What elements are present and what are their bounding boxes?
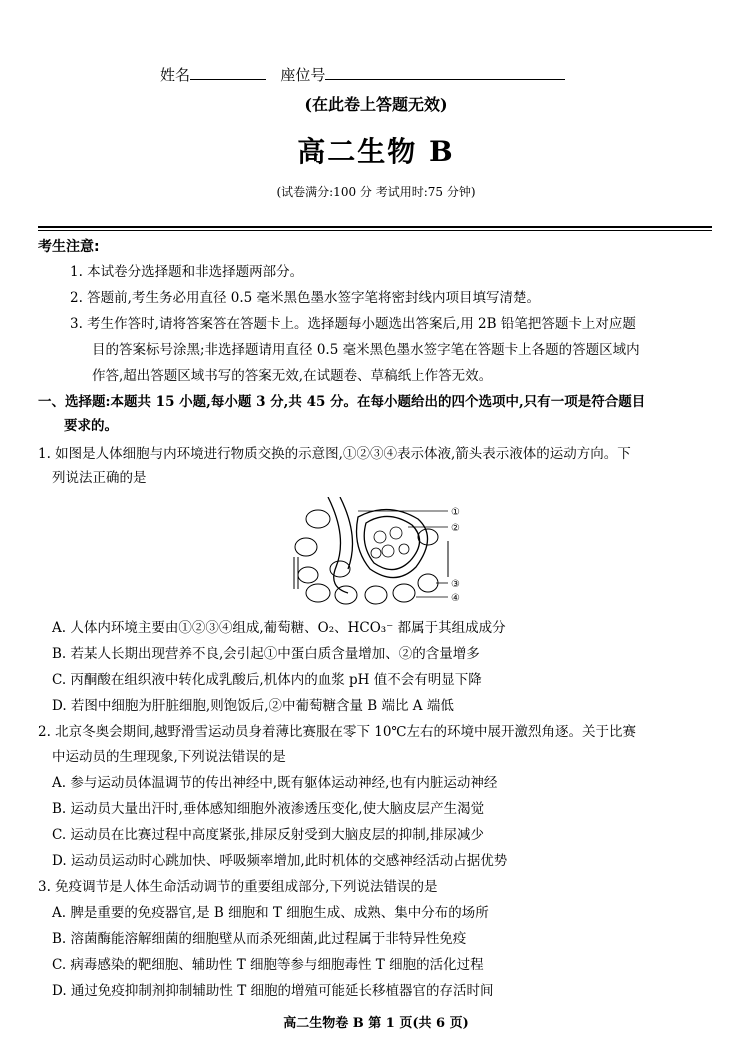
exam-subtitle: (试卷满分:100 分 考试用时:75 分钟) bbox=[276, 185, 476, 199]
question-3-option-c: C. 病毒感染的靶细胞、辅助性 T 细胞等参与细胞毒性 T 细胞的活化过程 bbox=[52, 957, 484, 973]
name-label: 姓名 bbox=[160, 66, 191, 84]
question-1-option-d: D. 若图中细胞为肝脏细胞,则饱饭后,②中葡萄糖含量 B 端比 A 端低 bbox=[52, 698, 454, 714]
label-3: ③ bbox=[451, 579, 460, 590]
blood-cells bbox=[371, 527, 409, 558]
label-2: ② bbox=[451, 523, 460, 534]
section-heading-cont: 要求的。 bbox=[64, 418, 118, 434]
question-1-option-a: A. 人体内环境主要由①②③④组成,葡萄糖、O₂、HCO₃⁻ 都属于其组成成分 bbox=[52, 620, 506, 636]
question-2-option-b: B. 运动员大量出汗时,垂体感知细胞外液渗透压变化,使大脑皮层产生渴觉 bbox=[52, 801, 485, 817]
question-1-option-b: B. 若某人长期出现营养不良,会引起①中蛋白质含量增加、②的含量增多 bbox=[52, 646, 480, 662]
question-1-option-c: C. 丙酮酸在组织液中转化成乳酸后,机体内的血浆 pH 值不会有明显下降 bbox=[52, 672, 482, 688]
question-2-option-d: D. 运动员运动时心跳加快、呼吸频率增加,此时机体的交感神经活动占据优势 bbox=[52, 853, 508, 869]
label-1: ① bbox=[451, 507, 460, 518]
tissue-cells bbox=[295, 510, 438, 604]
notice-item-cont: 作答,超出答题区域书写的答案无效,在试题卷、草稿纸上作答无效。 bbox=[92, 368, 493, 384]
seat-label: 座位号 bbox=[280, 66, 326, 84]
seat-blank bbox=[325, 65, 565, 80]
notice-item: 3. 考生作答时,请将答案答在答题卡上。选择题每小题选出答案后,用 2B 铅笔把答题卡上对应题 bbox=[70, 316, 636, 332]
diagram-labels bbox=[451, 507, 460, 604]
question-2-option-c: C. 运动员在比赛过程中高度紧张,排尿反射受到大脑皮层的抑制,排尿减少 bbox=[52, 827, 485, 843]
page-footer: 高二生物卷 B 第 1 页(共 6 页) bbox=[283, 1016, 469, 1031]
question-2-option-a: A. 参与运动员体温调节的传出神经中,既有躯体运动神经,也有内脏运动神经 bbox=[52, 775, 498, 791]
notice-heading: 考生注意: bbox=[38, 239, 100, 255]
question-2-stem-cont: 中运动员的生理现象,下列说法错误的是 bbox=[52, 749, 286, 765]
divider-thin bbox=[38, 230, 712, 231]
notice-item: 1. 本试卷分选择题和非选择题两部分。 bbox=[70, 264, 304, 280]
page-title: 高二生物 B bbox=[297, 135, 455, 168]
body-fluid-diagram bbox=[288, 497, 466, 611]
question-3-stem: 3. 免疫调节是人体生命活动调节的重要组成部分,下列说法错误的是 bbox=[38, 879, 438, 895]
name-blank bbox=[190, 65, 266, 80]
answer-invalid-note: (在此卷上答题无效) bbox=[304, 95, 448, 114]
section-heading: 一、选择题:本题共 15 小题,每小题 3 分,共 45 分。在每小题给出的四个选项中,只有一项是符合题目 bbox=[38, 394, 646, 410]
header-info-line bbox=[160, 64, 565, 85]
question-2-stem: 2. 北京冬奥会期间,越野滑雪运动员身着薄比赛服在零下 10℃左右的环境中展开激烈角逐。关于比赛 bbox=[38, 724, 637, 740]
question-1-stem-cont: 列说法正确的是 bbox=[52, 470, 147, 486]
question-3-option-b: B. 溶菌酶能溶解细菌的细胞壁从而杀死细菌,此过程属于非特异性免疫 bbox=[52, 931, 467, 947]
question-1-stem: 1. 如图是人体细胞与内环境进行物质交换的示意图,①②③④表示体液,箭头表示液体的运动方向。下 bbox=[38, 446, 631, 462]
divider-thick bbox=[38, 226, 712, 228]
notice-item-cont: 目的答案标号涂黑;非选择题请用直径 0.5 毫米黑色墨水签字笔在答题卡上各题的答题区域内 bbox=[92, 342, 640, 358]
notice-item: 2. 答题前,考生务必用直径 0.5 毫米黑色墨水签字笔将密封线内项目填写清楚。 bbox=[70, 290, 541, 306]
label-4: ④ bbox=[451, 593, 460, 604]
question-3-option-d: D. 通过免疫抑制剂抑制辅助性 T 细胞的增殖可能延长移植器官的存活时间 bbox=[52, 983, 494, 999]
question-3-option-a: A. 脾是重要的免疫器官,是 B 细胞和 T 细胞生成、成熟、集中分布的场所 bbox=[52, 905, 489, 921]
